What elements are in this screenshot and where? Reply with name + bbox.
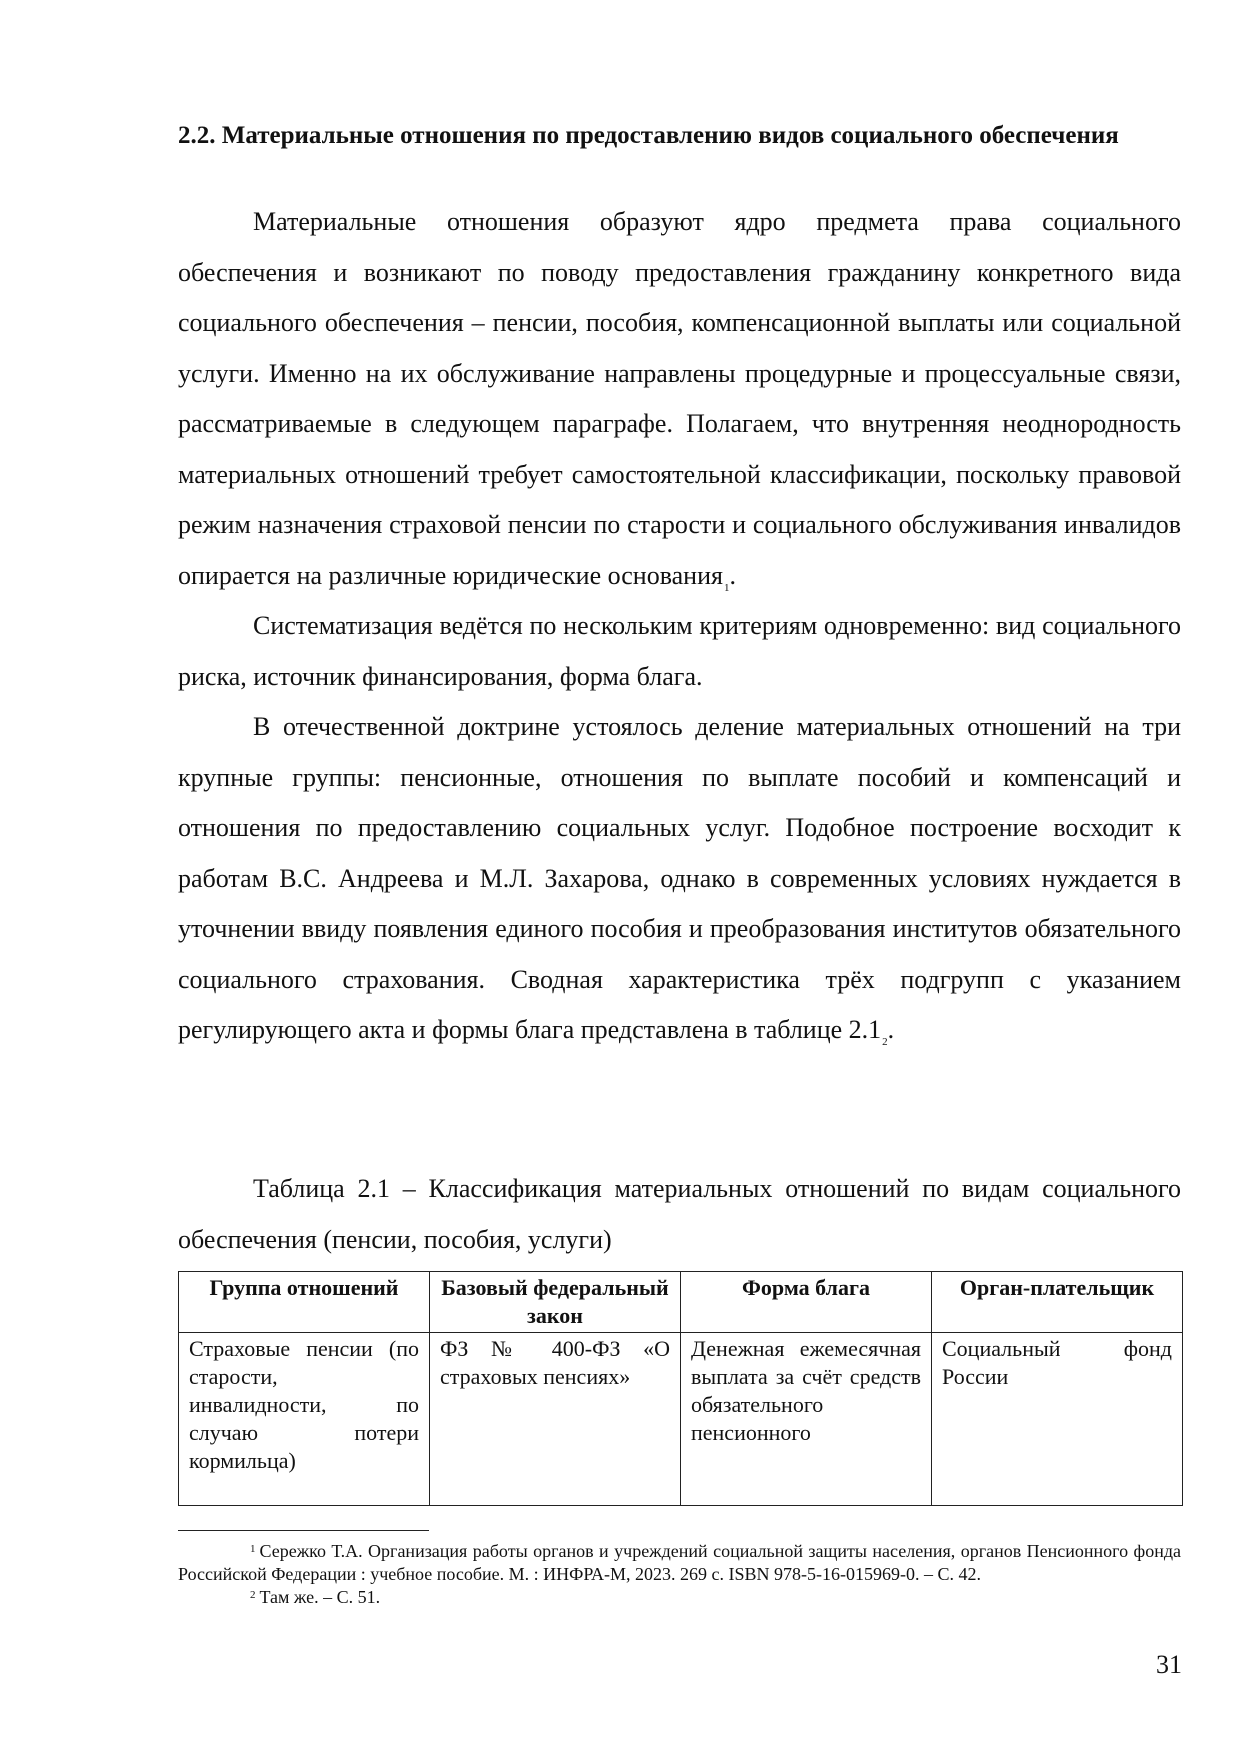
paragraph xyxy=(178,197,1181,601)
footnote-separator xyxy=(178,1530,429,1531)
table-header-cell: Базовый федеральный закон xyxy=(430,1272,681,1333)
table-cell: Социальный фонд России xyxy=(932,1333,1183,1506)
footnote xyxy=(178,1540,1181,1586)
paragraph xyxy=(178,601,1181,702)
paragraph-text: В отечественной доктрине устоялось деление материальных отношений на три крупные группы: пенсионные, отношения по выплате пособий и компенсаций и отношения по предоставлению социальных услуг. Подобное построение восходит к работам В.С. Андреева и М.Л. Захарова, однако в современных условиях нуждается в уточнении ввиду появления единого пособия и преобразования институтов обязательного социального страхования. Сводная характеристика трёх подгрупп с указанием регулирующего акта и формы блага представлена в таблице 2.1 xyxy=(178,712,1181,1044)
paragraph-text: Систематизация ведётся по нескольким критериям одновременно: вид социального риска, источник финансирования, форма блага. xyxy=(178,611,1181,691)
paragraph xyxy=(178,702,1181,1056)
table-header-cell: Орган-плательщик xyxy=(932,1272,1183,1333)
paragraph-tail: . xyxy=(729,560,736,590)
footnote xyxy=(178,1586,1181,1609)
footnote-number: 2 xyxy=(250,1589,256,1601)
table-cell: Денежная ежемесячная выплата за счёт средств обязательного пенсионного xyxy=(681,1333,932,1506)
table-row xyxy=(179,1333,1183,1506)
page-number: 31 xyxy=(1156,1650,1182,1679)
paragraph-tail: . xyxy=(887,1015,895,1044)
paragraph-text: Материальные отношения образуют ядро предмета права социального обеспечения и возникают по поводу предоставления гражданину конкретного вида социального обеспечения – пенсии, пособия, компенсационной выплаты или социальной услуги. Именно на их обслуживание направлены процедурные и процессуальные связи, рассматриваемые в следующем параграфе. Полагаем, что внутренняя неоднородность материальных отношений требует самостоятельной классификации, поскольку правовой режим назначения страховой пенсии по старости и социального обслуживания инвалидов опирается на различные юридические основания xyxy=(178,207,1181,590)
table-header-cell: Форма блага xyxy=(681,1272,932,1333)
table-cell: Страховые пенсии (по старости, инвалидности, по случаю потери кормильца) xyxy=(179,1333,430,1506)
table-caption-text: Таблица 2.1 – Классификация материальных отношений по видам социального обеспечения (пенсии, пособия, услуги) xyxy=(178,1174,1181,1254)
table-cell: ФЗ № 400-ФЗ «О страховых пенсиях» xyxy=(430,1333,681,1506)
footnotes xyxy=(178,1540,1181,1609)
footnote-number: 1 xyxy=(250,1543,256,1555)
table-header-cell: Группа отношений xyxy=(179,1272,430,1333)
body-text xyxy=(178,197,1181,1056)
footnote-ref[interactable]: 1 xyxy=(723,581,730,594)
footnote-text: Сережко Т.А. Организация работы органов и учреждений социальной защиты населения, органов Пенсионного фонда Российской Федерации : учебное пособие. М. : ИНФРА-М, 2023. 269 с. ISBN 978-5-16-015969-0. – С. 42. xyxy=(178,1541,1181,1584)
classification-table xyxy=(178,1271,1183,1506)
section-heading: 2.2. Материальные отношения по предоставлению видов социального обеспечения xyxy=(178,122,1119,149)
table-caption xyxy=(178,1164,1181,1265)
footnote-ref[interactable]: 2 xyxy=(882,1036,888,1048)
table-header-row xyxy=(179,1272,1183,1333)
footnote-text: Там же. – С. 51. xyxy=(259,1587,381,1607)
